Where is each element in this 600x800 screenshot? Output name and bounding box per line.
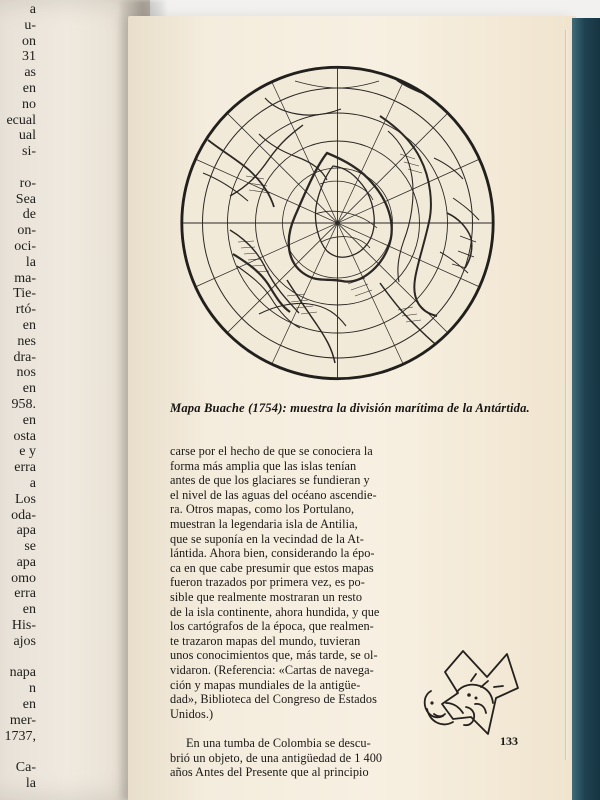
body-line: el nivel de las aguas del océano ascendie- xyxy=(170,487,377,502)
left-line: dra- xyxy=(13,349,36,365)
left-line: mer- xyxy=(9,712,36,728)
left-line: 958. xyxy=(11,396,36,412)
left-line: ro- xyxy=(19,175,36,191)
artifact-ornament-svg xyxy=(414,646,524,741)
left-line: en xyxy=(22,381,36,397)
left-line: Tie- xyxy=(13,286,36,302)
left-line: a xyxy=(29,475,36,491)
left-page-text xyxy=(0,2,36,792)
left-line: oci- xyxy=(14,238,36,254)
left-line: His- xyxy=(11,618,36,634)
left-line: ecual xyxy=(6,112,36,128)
body-line: de la isla continente, ahora hundida, y que xyxy=(170,604,380,619)
left-line: 1737, xyxy=(4,728,36,744)
body-line: muestran la legendaria isla de Antilia, xyxy=(170,516,358,531)
left-line: erra xyxy=(14,586,36,602)
body-line: fueron trazados por primera vez, es po- xyxy=(170,575,365,590)
left-line: on xyxy=(22,33,36,49)
left-line: rtó- xyxy=(15,302,36,318)
left-line: apa xyxy=(16,554,36,570)
paragraph-gap xyxy=(170,721,396,736)
map-caption: Mapa Buache (1754): muestra la división marítima de la Antártida. xyxy=(170,401,530,415)
left-line: en xyxy=(22,317,36,333)
left-line xyxy=(0,160,36,176)
left-line: la xyxy=(25,776,36,792)
left-line: nes xyxy=(17,333,36,349)
left-line: 31 xyxy=(22,49,36,65)
left-line: on- xyxy=(17,223,36,239)
page-number: 133 xyxy=(500,734,518,748)
left-line: apa xyxy=(16,523,36,539)
body-line: lántida. Ahora bien, considerando la épo- xyxy=(170,546,375,561)
antarctic-map-illustration xyxy=(175,58,500,393)
left-line: ual xyxy=(18,128,36,144)
left-line: e y xyxy=(19,444,36,460)
left-line: de xyxy=(22,207,36,223)
left-line: Los xyxy=(15,491,36,507)
body-line: En una tumba de Colombia se descu- xyxy=(186,736,371,751)
left-line xyxy=(0,744,36,760)
left-line: osta xyxy=(13,428,36,444)
left-line xyxy=(0,650,36,666)
body-text-column xyxy=(170,444,396,780)
antarctic-map-svg xyxy=(175,58,500,393)
body-line: unos conocimientos que, más tarde, se ol- xyxy=(170,648,378,663)
body-line: te trazaron mapas del mundo, tuvieran xyxy=(170,633,361,648)
left-line: oda- xyxy=(11,507,36,523)
left-line: ma- xyxy=(14,270,36,286)
left-line: ajos xyxy=(13,633,36,649)
body-line: carse por el hecho de que se conociera la xyxy=(170,444,373,458)
left-line: omo xyxy=(11,570,36,586)
body-line: ción y mapas mundiales de la antigüe- xyxy=(170,677,361,692)
body-line: ca en que cabe presumir que estos mapas xyxy=(170,560,374,575)
left-line: u- xyxy=(24,17,36,33)
body-line: que se suponía en la vecindad de la At- xyxy=(170,531,364,546)
body-line: forma más amplia que las islas tenían xyxy=(170,458,357,473)
body-line: años Antes del Presente que al principio xyxy=(170,765,369,780)
left-line: Ca- xyxy=(15,760,36,776)
left-line: n xyxy=(29,681,36,697)
left-line: la xyxy=(25,254,36,270)
body-line: brió un objeto, de una antigüedad de 1 400 xyxy=(170,750,383,765)
left-line: en xyxy=(22,697,36,713)
left-line: nos xyxy=(16,365,36,381)
book-cover-edge xyxy=(572,18,600,800)
left-line: en xyxy=(22,602,36,618)
left-line: no xyxy=(22,96,36,112)
body-line: sible que realmente mostraran un resto xyxy=(170,589,363,604)
left-line: se xyxy=(24,539,36,555)
body-line: Unidos.) xyxy=(170,706,214,721)
left-line: napa xyxy=(9,665,36,681)
left-line: erra xyxy=(14,460,36,476)
body-line: los cartógrafos de la época, que realmen- xyxy=(170,619,374,634)
body-line: antes de que los glaciares se fundieran y xyxy=(170,473,370,488)
left-line: Sea xyxy=(15,191,36,207)
body-line: ra. Otros mapas, como los Portulano, xyxy=(170,502,355,517)
left-line: si- xyxy=(22,144,36,160)
left-line: en xyxy=(22,80,36,96)
left-line: as xyxy=(24,65,36,81)
body-line: dad», Biblioteca del Congreso de Estados xyxy=(170,692,377,707)
ornament-illustration xyxy=(414,646,524,741)
left-line: en xyxy=(22,412,36,428)
body-line: vidaron. (Referencia: «Cartas de navega- xyxy=(170,662,374,677)
left-line: a xyxy=(29,2,36,17)
